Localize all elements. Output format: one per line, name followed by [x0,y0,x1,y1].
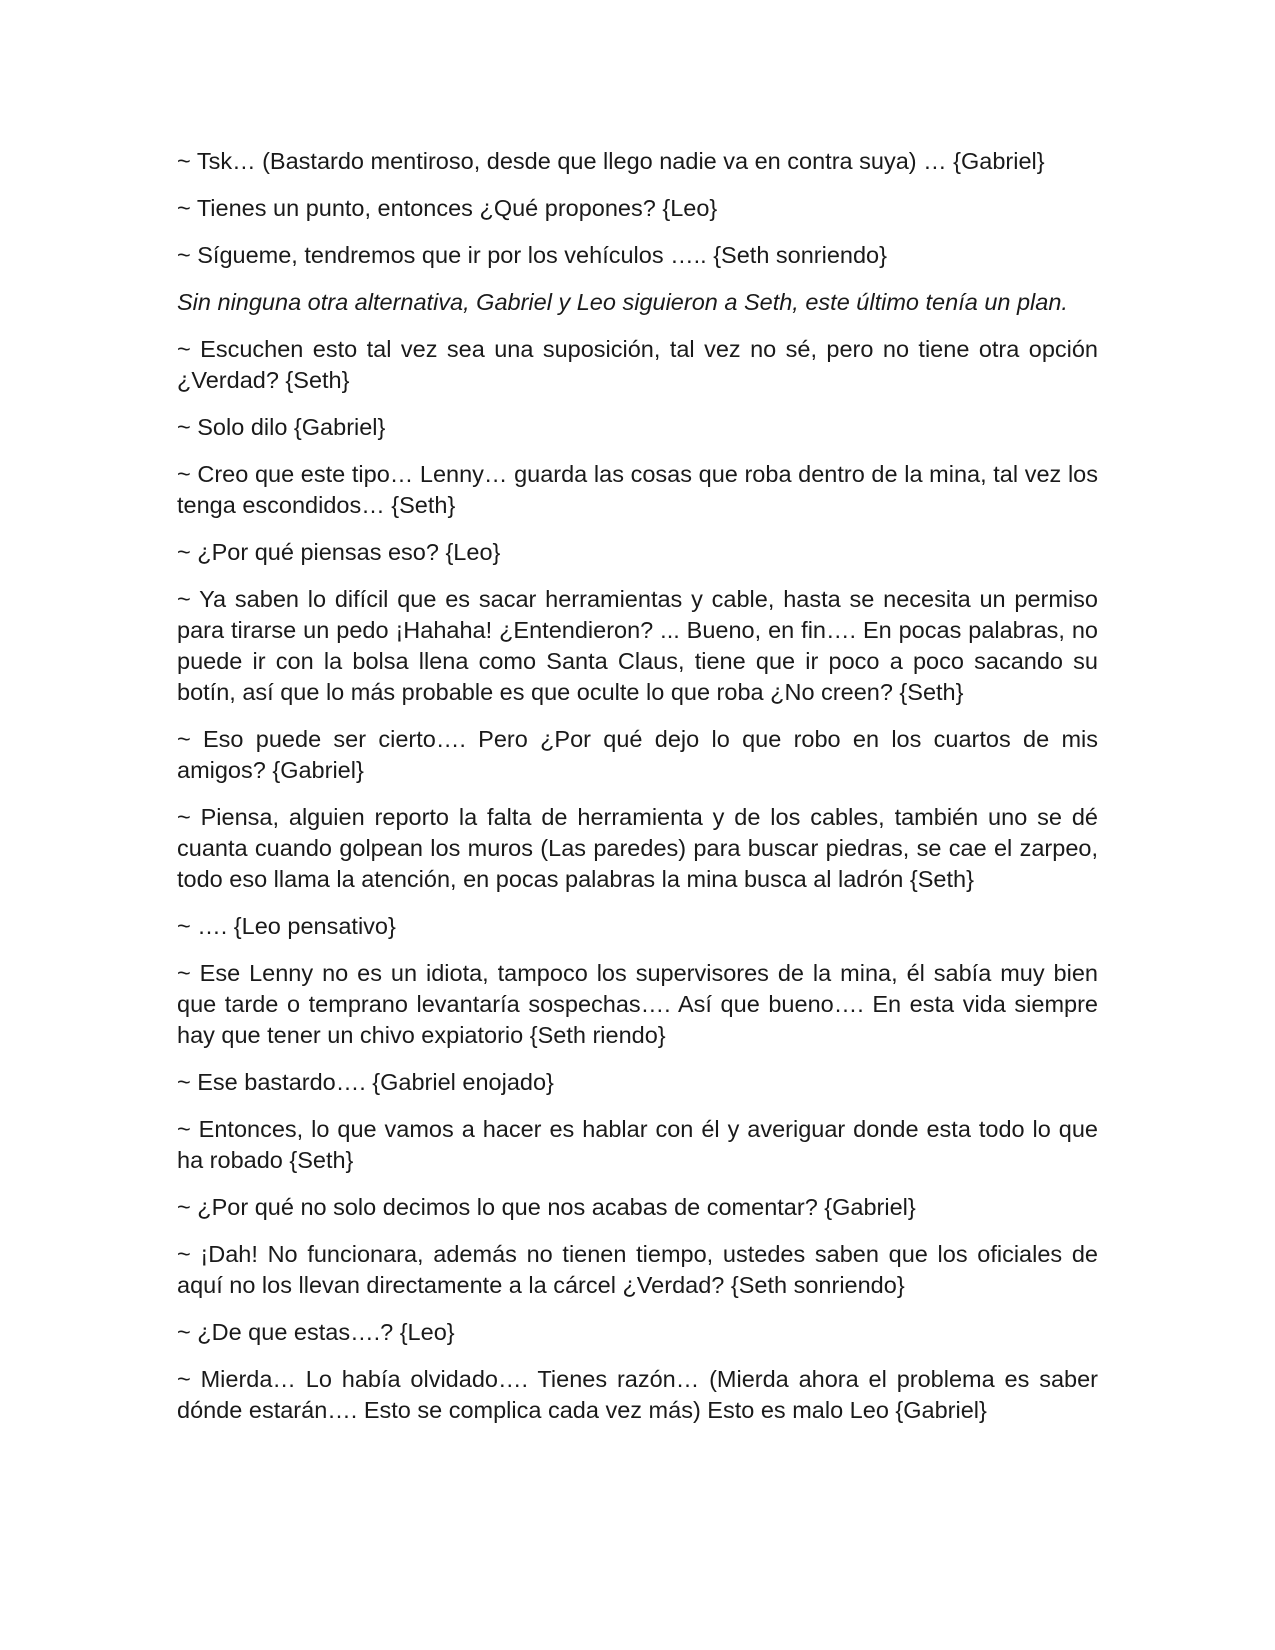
dialogue-line: ~ …. {Leo pensativo} [177,913,396,939]
dialogue-line: ~ ¿Por qué piensas eso? {Leo} [177,539,501,565]
dialogue-line: ~ Tienes un punto, entonces ¿Qué propones? {Leo} [177,195,718,221]
dialogue-line: ~ ¡Dah! No funcionara, además no tienen tiempo, ustedes saben que los oficiales de aquí no los llevan directamente a la cárcel ¿Verdad? {Seth sonriendo} [177,1241,1098,1298]
dialogue-line: ~ Eso puede ser cierto…. Pero ¿Por qué dejo lo que robo en los cuartos de mis amigos? {Gabriel} [177,726,1098,783]
dialogue-line: ~ Piensa, alguien reporto la falta de herramienta y de los cables, también uno se dé cuanta cuando golpean los muros (Las paredes) para buscar piedras, se cae el zarpeo, todo eso llama la atención, en pocas palabras la mina busca al ladrón {Seth} [177,804,1098,892]
dialogue-line: ~ Tsk… (Bastardo mentiroso, desde que llego nadie va en contra suya) … {Gabriel} [177,148,1045,174]
dialogue-line: ~ ¿Por qué no solo decimos lo que nos acabas de comentar? {Gabriel} [177,1194,916,1220]
dialogue-line: ~ Sígueme, tendremos que ir por los vehículos ….. {Seth sonriendo} [177,242,887,268]
dialogue-line: ~ ¿De que estas….? {Leo} [177,1319,455,1345]
dialogue-line: ~ Ese bastardo…. {Gabriel enojado} [177,1069,554,1095]
dialogue-line: ~ Entonces, lo que vamos a hacer es hablar con él y averiguar donde esta todo lo que ha robado {Seth} [177,1116,1098,1173]
dialogue-line: ~ Mierda… Lo había olvidado…. Tienes razón… (Mierda ahora el problema es saber dónde estarán…. Esto se complica cada vez más) Esto es malo Leo {Gabriel} [177,1366,1098,1423]
narration-paragraph: Sin ninguna otra alternativa, Gabriel y Leo siguieron a Seth, este último tenía un plan. [177,289,1068,315]
dialogue-line: ~ Creo que este tipo… Lenny… guarda las cosas que roba dentro de la mina, tal vez los tenga escondidos… {Seth} [177,461,1098,518]
dialogue-line: ~ Ya saben lo difícil que es sacar herramientas y cable, hasta se necesita un permiso para tirarse un pedo ¡Hahaha! ¿Entendieron? ... Bueno, en fin…. En pocas palabras, no puede ir con la bolsa llena como Santa Claus, tiene que ir poco a poco sacando su botín, así que lo más probable es que oculte lo que roba ¿No creen? {Seth} [177,586,1098,705]
dialogue-line: ~ Escuchen esto tal vez sea una suposición, tal vez no sé, pero no tiene otra opción ¿Verdad? {Seth} [177,336,1098,393]
dialogue-line: ~ Ese Lenny no es un idiota, tampoco los supervisores de la mina, él sabía muy bien que tarde o temprano levantaría sospechas…. Así que bueno…. En esta vida siempre hay que tener un chivo expiatorio {Seth riendo} [177,960,1098,1048]
document-body [177,146,1098,1442]
dialogue-line: ~ Solo dilo {Gabriel} [177,414,386,440]
